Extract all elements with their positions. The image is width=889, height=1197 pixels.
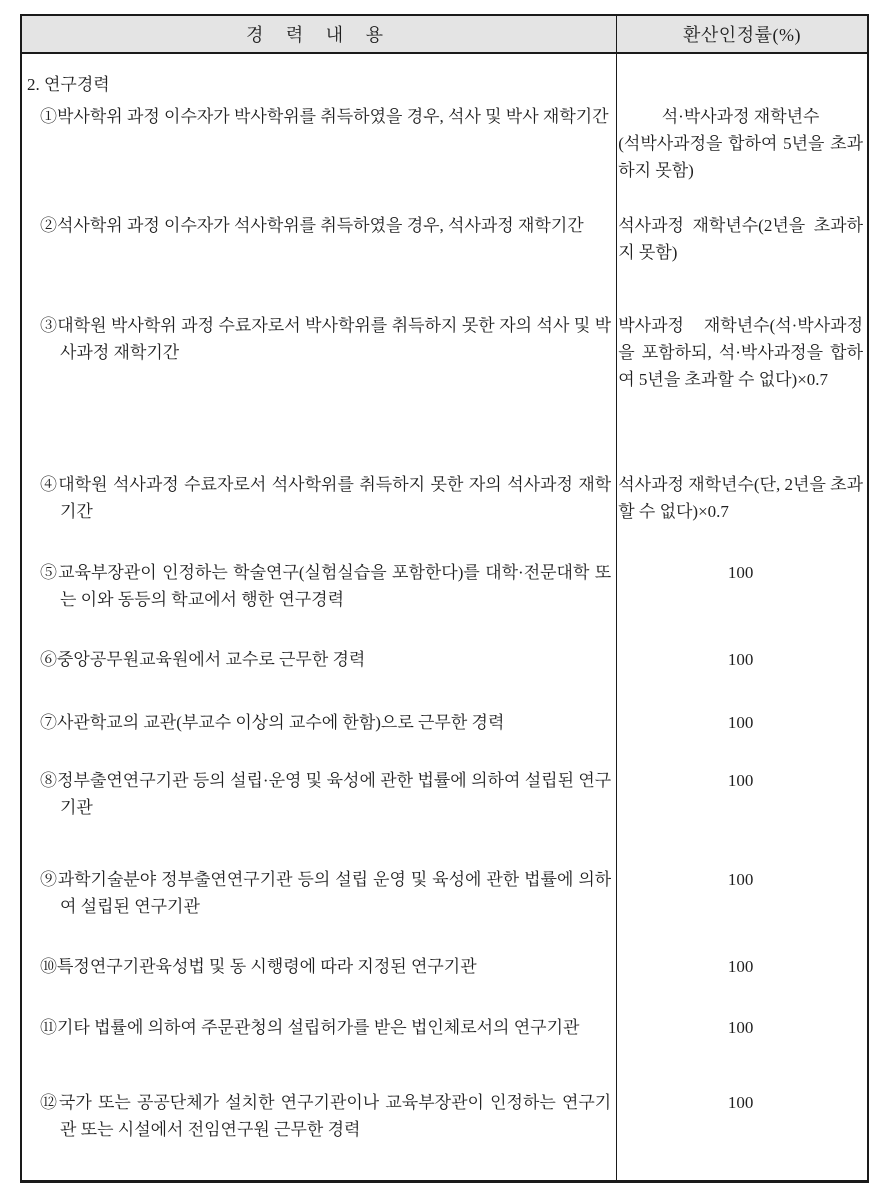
- rate-cell: [614, 471, 867, 525]
- career-cell: ⑪기타 법률에 의하여 주문관청의 설립허가를 받은 법인체로서의 연구기관: [40, 1018, 580, 1037]
- rate-cell: [614, 709, 867, 736]
- table-row: [22, 1089, 867, 1143]
- rate-value: 100: [727, 1093, 754, 1112]
- table-row: [22, 709, 867, 736]
- rate-value: 100: [727, 1018, 754, 1037]
- section-title: 2. 연구경력: [27, 75, 110, 94]
- header-career-cell: [22, 16, 617, 52]
- rate-value: 석·박사과정 재학년수: [661, 107, 820, 126]
- table-row: [22, 312, 867, 393]
- rate-value: 박사과정 재학년수(석·박사과정을 포함하되, 석·박사과정을 합하여 5년을 초과할 수 없다)×0.7: [618, 316, 863, 389]
- career-cell: ⑤교육부장관이 인정하는 학술연구(실험실습을 포함한다)를 대학·전문대학 또는 이와 동등의 학교에서 행한 연구경력: [40, 563, 612, 609]
- rate-cell: [614, 1089, 867, 1116]
- career-cell: ⑦사관학교의 교관(부교수 이상의 교수에 한함)으로 근무한 경력: [40, 713, 505, 732]
- rate-value: 100: [727, 771, 754, 790]
- rate-value: 100: [727, 713, 754, 732]
- rate-cell: [614, 312, 867, 393]
- table-body: [22, 54, 867, 1180]
- header-rate-label: 환산인정률(%): [683, 25, 801, 45]
- rate-cell: [614, 953, 867, 980]
- career-cell: ⑫국가 또는 공공단체가 설치한 연구기관이나 교육부장관이 인정하는 연구기관 또는 시설에서 전임연구원 근무한 경력: [40, 1093, 612, 1139]
- rate-cell: [614, 767, 867, 794]
- table-header: [22, 16, 867, 54]
- header-career-label: 경 력 내 용: [245, 25, 393, 45]
- career-cell: ⑥중앙공무원교육원에서 교수로 근무한 경력: [40, 650, 366, 669]
- career-cell: ⑧정부출연연구기관 등의 설립·운영 및 육성에 관한 법률에 의하여 설립된 연구기관: [40, 771, 612, 817]
- table-row: [22, 767, 867, 821]
- table-row: [22, 103, 867, 184]
- table-row: [22, 646, 867, 673]
- rate-cell: [614, 212, 867, 266]
- rate-value: 100: [727, 650, 754, 669]
- table-row: [22, 1014, 867, 1041]
- table-row: [22, 471, 867, 525]
- rate-value: 100: [727, 563, 754, 582]
- career-cell: ⑨과학기술분야 정부출연연구기관 등의 설립 운영 및 육성에 관한 법률에 의하여 설립된 연구기관: [40, 870, 612, 916]
- career-cell: ⑩특정연구기관육성법 및 동 시행령에 따라 지정된 연구기관: [40, 957, 477, 976]
- rate-cell: [614, 1014, 867, 1041]
- header-rate-cell: [617, 16, 867, 52]
- rate-cell: [614, 103, 867, 184]
- rate-cell: [614, 866, 867, 893]
- rate-value: 석사과정 재학년수(2년을 초과하지 못함): [618, 216, 863, 262]
- rate-value: 석사과정 재학년수(단, 2년을 초과할 수 없다)×0.7: [618, 475, 863, 521]
- rate-cell: [614, 646, 867, 673]
- table-row: [22, 866, 867, 920]
- career-cell: ②석사학위 과정 이수자가 석사학위를 취득하였을 경우, 석사과정 재학기간: [40, 216, 584, 235]
- career-cell: ③대학원 박사학위 과정 수료자로서 박사학위를 취득하지 못한 자의 석사 및 박사과정 재학기간: [40, 316, 612, 362]
- table-row: [22, 953, 867, 980]
- career-cell: ④대학원 석사과정 수료자로서 석사학위를 취득하지 못한 자의 석사과정 재학기간: [40, 475, 612, 521]
- table-row: [22, 212, 867, 266]
- career-cell: ①박사학위 과정 이수자가 박사학위를 취득하였을 경우, 석사 및 박사 재학기간: [40, 107, 609, 126]
- rate-cell: [614, 559, 867, 586]
- table-row: [22, 559, 867, 613]
- rate-value: 100: [727, 957, 754, 976]
- rate-note: (석박사과정을 합하여 5년을 초과하지 못함): [618, 134, 863, 180]
- rate-value: 100: [727, 870, 754, 889]
- career-table: [20, 14, 869, 1183]
